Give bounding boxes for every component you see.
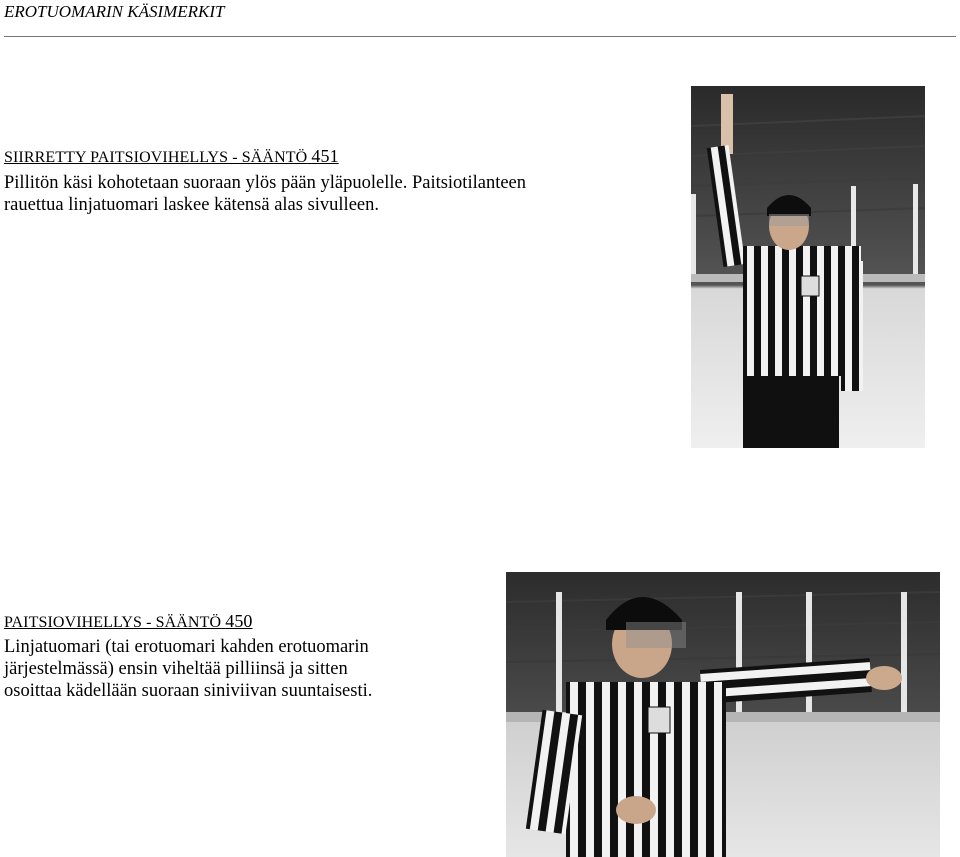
section-title-text: PAITSIOVIHELLYS - SÄÄNTÖ: [4, 614, 222, 631]
rule-number: 450: [225, 611, 253, 631]
description-line: Linjatuomari (tai erotuomari kahden erotuomarin: [4, 637, 369, 657]
section-title-451: [4, 146, 339, 167]
referee-arm-raised-photo: [691, 86, 925, 448]
section-description-451: [4, 172, 526, 216]
page-header: EROTUOMARIN KÄSIMERKIT: [4, 2, 225, 21]
section-title-450: [4, 611, 253, 632]
description-line: rauettua linjatuomari laskee kätensä alas sivulleen.: [4, 195, 379, 215]
section-description-450: [4, 636, 372, 702]
description-line: järjestelmässä) ensin viheltää pilliinsä ja sitten: [4, 659, 348, 679]
rule-number: 451: [311, 146, 339, 166]
section-title-text: SIIRRETTY PAITSIOVIHELLYS - SÄÄNTÖ: [4, 149, 308, 166]
referee-arm-pointing-photo: [506, 572, 940, 857]
description-line: osoittaa kädellään suoraan siniviivan suuntaisesti.: [4, 681, 373, 701]
header-divider: [4, 36, 956, 37]
description-line: Pillitön käsi kohotetaan suoraan ylös pään yläpuolelle. Paitsiotilanteen: [4, 173, 527, 193]
